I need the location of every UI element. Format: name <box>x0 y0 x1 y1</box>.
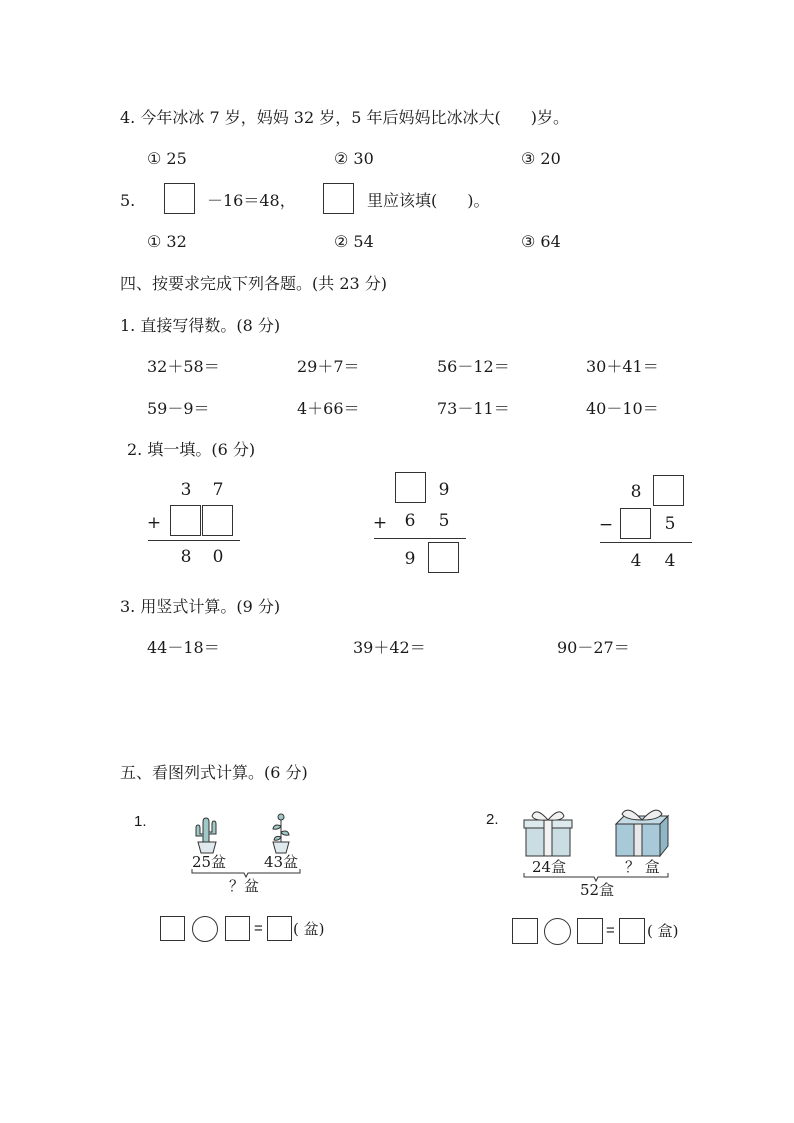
minus-sign: − <box>598 515 614 535</box>
s5-p2-unit: ( 盒) <box>647 922 679 940</box>
plus-sign: + <box>146 513 162 533</box>
fill-a-line <box>148 540 240 541</box>
q5-option-3[interactable]: ③ 64 <box>521 232 561 251</box>
vertical-calc-item: 90－27＝ <box>557 638 630 657</box>
fill-a-digit: 3 <box>180 480 192 500</box>
fill-b-digit: 9 <box>438 480 450 500</box>
s5-p1-box-result[interactable] <box>267 916 292 941</box>
q4-option-2[interactable]: ② 30 <box>334 149 374 168</box>
s5-p1-right-label: 43盆 <box>264 853 299 871</box>
fill-a-digit: 7 <box>212 480 224 500</box>
s5-p2-left-label: 24盒 <box>532 858 567 876</box>
gift-box-icon <box>612 806 668 858</box>
s5-p2-number: 2. <box>486 811 499 828</box>
fill-c-digit: 8 <box>630 482 642 502</box>
s5-p1-left-label: 25盆 <box>192 853 227 871</box>
s5-p2-box-2[interactable] <box>577 918 603 944</box>
fill-b-digit: 6 <box>404 511 416 531</box>
fill-a-box-tens[interactable] <box>170 505 201 536</box>
fill-a-digit: 8 <box>180 547 192 567</box>
fill-c-line <box>600 542 692 543</box>
section5-title: 五、看图列式计算。(6 分) <box>120 763 308 782</box>
cactus-pot-icon <box>194 812 220 854</box>
fill-b-box-tens[interactable] <box>395 472 426 503</box>
gift-box-icon <box>523 810 573 858</box>
s5-p2-operator-circle[interactable] <box>544 918 571 945</box>
fill-b-digit: 9 <box>404 549 416 569</box>
fill-b-digit: 5 <box>438 511 450 531</box>
q5-tail-suffix: )。 <box>467 191 490 210</box>
fill-c-box-ones[interactable] <box>653 475 684 506</box>
calc-item: 56－12＝ <box>437 357 510 376</box>
q5-reference-box <box>323 183 354 214</box>
calc-item: 73－11＝ <box>437 399 510 418</box>
vertical-calc-item: 44－18＝ <box>147 638 220 657</box>
s4-p2-title: 2. 填一填。(6 分) <box>127 440 256 459</box>
s4-p3-title: 3. 用竖式计算。(9 分) <box>120 597 281 616</box>
s5-p1-number: 1. <box>134 813 147 830</box>
q5-tail <box>367 191 490 211</box>
s5-p2-equals: = <box>606 922 615 939</box>
fill-c-digit: 4 <box>664 551 676 571</box>
s5-p1-operator-circle[interactable] <box>192 916 218 942</box>
plus-sign: + <box>372 513 388 533</box>
calc-item: 30＋41＝ <box>586 357 659 376</box>
calc-item: 40－10＝ <box>586 399 659 418</box>
q5-minus-part: －16＝48， <box>207 191 296 210</box>
s5-p1-unit: ( 盆) <box>293 920 325 938</box>
calc-item: 32＋58＝ <box>147 357 220 376</box>
s5-p2-right-label: ？ 盒 <box>625 858 660 876</box>
q4-stem-suffix: )岁。 <box>530 108 569 127</box>
fill-b-box-ones[interactable] <box>428 542 459 573</box>
section4-title: 四、按要求完成下列各题。(共 23 分) <box>120 274 388 293</box>
fill-b-line <box>374 538 466 539</box>
q4-stem-prefix: 4. 今年冰冰 7 岁，妈妈 32 岁，5 年后妈妈比冰冰大( <box>120 108 501 127</box>
calc-item: 4＋66＝ <box>297 399 360 418</box>
fill-a-box-ones[interactable] <box>202 505 233 536</box>
s5-p2-box-result[interactable] <box>619 918 645 944</box>
q5-option-1[interactable]: ① 32 <box>147 232 187 251</box>
q4-option-3[interactable]: ③ 20 <box>521 149 561 168</box>
fill-c-digit: 5 <box>664 514 676 534</box>
q4-option-1[interactable]: ① 25 <box>147 149 187 168</box>
s5-p2-total-label: 52盒 <box>580 881 615 899</box>
fill-c-box-tens[interactable] <box>620 508 651 539</box>
s5-p1-box-2[interactable] <box>225 916 250 941</box>
s5-p1-equals: = <box>254 920 263 937</box>
calc-item: 59－9＝ <box>147 399 210 418</box>
s5-p1-total-label: ？盆 <box>229 877 260 895</box>
q4-stem <box>120 108 569 128</box>
q5-option-2[interactable]: ② 54 <box>334 232 374 251</box>
fill-a-digit: 0 <box>212 547 224 567</box>
q5-tail-prefix: 里应该填( <box>367 191 438 210</box>
fill-c-digit: 4 <box>630 551 642 571</box>
q5-blank-box[interactable] <box>164 183 195 214</box>
flower-pot-icon <box>268 812 294 854</box>
calc-item: 29＋7＝ <box>297 357 360 376</box>
s4-p1-title: 1. 直接写得数。(8 分) <box>120 316 281 335</box>
s5-p2-box-1[interactable] <box>512 918 538 944</box>
vertical-calc-item: 39＋42＝ <box>353 638 426 657</box>
q5-number: 5. <box>120 191 136 210</box>
s5-p1-box-1[interactable] <box>160 916 185 941</box>
